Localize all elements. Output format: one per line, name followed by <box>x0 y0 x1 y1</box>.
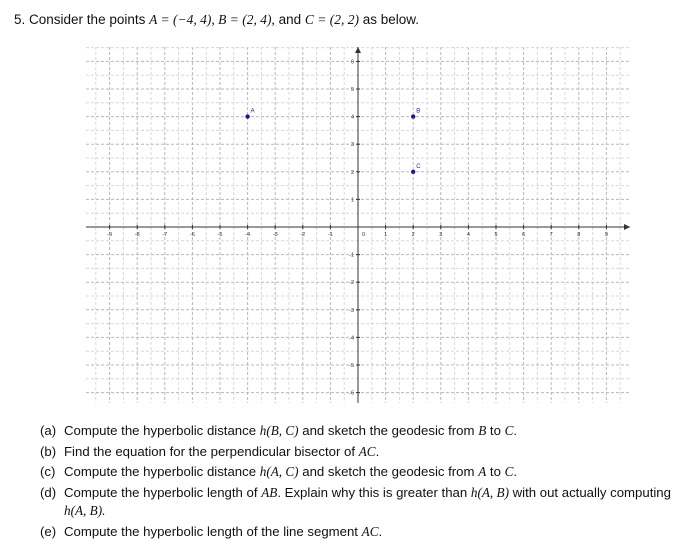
x-axis-arrow <box>624 224 630 230</box>
problem-intro: Consider the points <box>29 12 146 27</box>
x-tick-label: 6 <box>522 232 526 238</box>
part-label: (e) <box>40 523 57 539</box>
part-c-math-3: C <box>504 464 514 479</box>
and-word: and <box>278 12 302 27</box>
x-tick-label: 1 <box>384 232 388 238</box>
origin-label: 0 <box>362 232 366 238</box>
part-text <box>64 522 690 543</box>
part-text <box>64 483 690 504</box>
part-d-mid: . Explain why this is greater than <box>277 484 468 500</box>
x-tick-label: 8 <box>577 232 581 238</box>
part-a-mid2: to <box>489 423 501 438</box>
x-tick-label: -5 <box>217 232 223 238</box>
part-e-pre: Compute the hyperbolic length of the line segment <box>64 523 358 539</box>
y-axis-arrow <box>355 47 361 53</box>
part-b <box>40 442 690 463</box>
x-tick-label: -3 <box>272 232 278 238</box>
part-a <box>40 421 690 442</box>
part-b-math-1: AC <box>358 443 376 459</box>
part-e-math-1: AC <box>361 523 379 539</box>
x-tick-label: -8 <box>134 232 140 238</box>
point-a <box>245 114 249 118</box>
x-tick-label: 2 <box>411 232 415 238</box>
y-tick-label: -5 <box>349 363 354 369</box>
point-label-a: A <box>250 108 255 115</box>
part-d-math-1: AB <box>261 484 278 500</box>
point-label-b: B <box>416 108 421 115</box>
part-a-math-1: h(B, C) <box>259 423 299 438</box>
part-text <box>64 421 690 442</box>
part-b-post: . <box>375 443 380 459</box>
x-tick-label: 9 <box>604 232 608 238</box>
x-tick-label: -1 <box>327 232 333 238</box>
x-tick-label: -9 <box>107 232 113 238</box>
points-ab-math: A = (−4, 4), B = (2, 4), <box>149 12 275 27</box>
x-tick-label: 4 <box>466 232 470 238</box>
x-tick-label: -7 <box>162 232 168 238</box>
point-c-math: C = (2, 2) <box>304 12 359 27</box>
part-text <box>64 442 690 463</box>
part-c-math-1: h(A, C) <box>259 464 299 479</box>
x-tick-label: 3 <box>439 232 443 238</box>
part-d <box>40 483 690 504</box>
y-tick-label: -4 <box>349 335 354 342</box>
y-tick-label: 4 <box>350 114 354 121</box>
part-c-mid: and sketch the geodesic from <box>302 464 475 479</box>
part-d-continuation <box>40 501 690 522</box>
part-c-mid2: to <box>489 464 501 479</box>
part-a-pre: Compute the hyperbolic distance <box>64 423 257 438</box>
part-e-post: . <box>378 523 383 539</box>
part-a-mid: and sketch the geodesic from <box>302 423 475 438</box>
y-tick-label: -2 <box>349 280 354 287</box>
y-tick-label: -1 <box>349 252 354 259</box>
part-c-pre: Compute the hyperbolic distance <box>64 464 257 479</box>
part-c <box>40 462 690 483</box>
part-d-pre: Compute the hyperbolic length of <box>64 484 258 500</box>
point-label-c: C <box>416 163 421 170</box>
part-b-pre: Find the equation for the perpendicular bisector of <box>64 443 356 459</box>
problem-number: 5. <box>14 12 26 27</box>
y-tick-label: 3 <box>350 142 354 149</box>
part-c-math-2: A <box>478 464 487 479</box>
point-c <box>411 170 415 174</box>
part-d-cont-math: h(A, B). <box>64 503 106 518</box>
x-tick-label: -6 <box>189 232 195 238</box>
x-tick-label: -4 <box>245 232 251 238</box>
y-tick-label: 2 <box>350 169 354 176</box>
question-parts <box>40 421 690 542</box>
problem-tail: as below. <box>362 12 420 27</box>
y-tick-label: 5 <box>350 87 354 93</box>
part-a-math-2: B <box>478 423 487 438</box>
part-label: (b) <box>40 443 57 459</box>
y-tick-label: 1 <box>350 197 354 204</box>
part-e <box>40 522 690 543</box>
x-tick-label: 7 <box>549 232 553 238</box>
part-label: (d) <box>40 484 57 500</box>
part-a-post: . <box>513 423 518 438</box>
y-tick-label: -3 <box>349 307 354 314</box>
x-tick-label: 5 <box>494 232 498 238</box>
part-a-math-3: C <box>504 423 514 438</box>
point-b <box>411 114 415 118</box>
y-tick-label: 6 <box>350 59 354 66</box>
part-label: (c) <box>40 464 56 479</box>
part-d-math-2: h(A, B) <box>470 484 509 500</box>
part-d-mid2: with out actually computing <box>512 484 671 500</box>
part-text <box>64 462 690 483</box>
y-tick-label: -6 <box>349 390 354 397</box>
x-tick-label: -2 <box>300 232 306 238</box>
part-label: (a) <box>40 423 57 438</box>
part-c-post: . <box>513 464 518 479</box>
